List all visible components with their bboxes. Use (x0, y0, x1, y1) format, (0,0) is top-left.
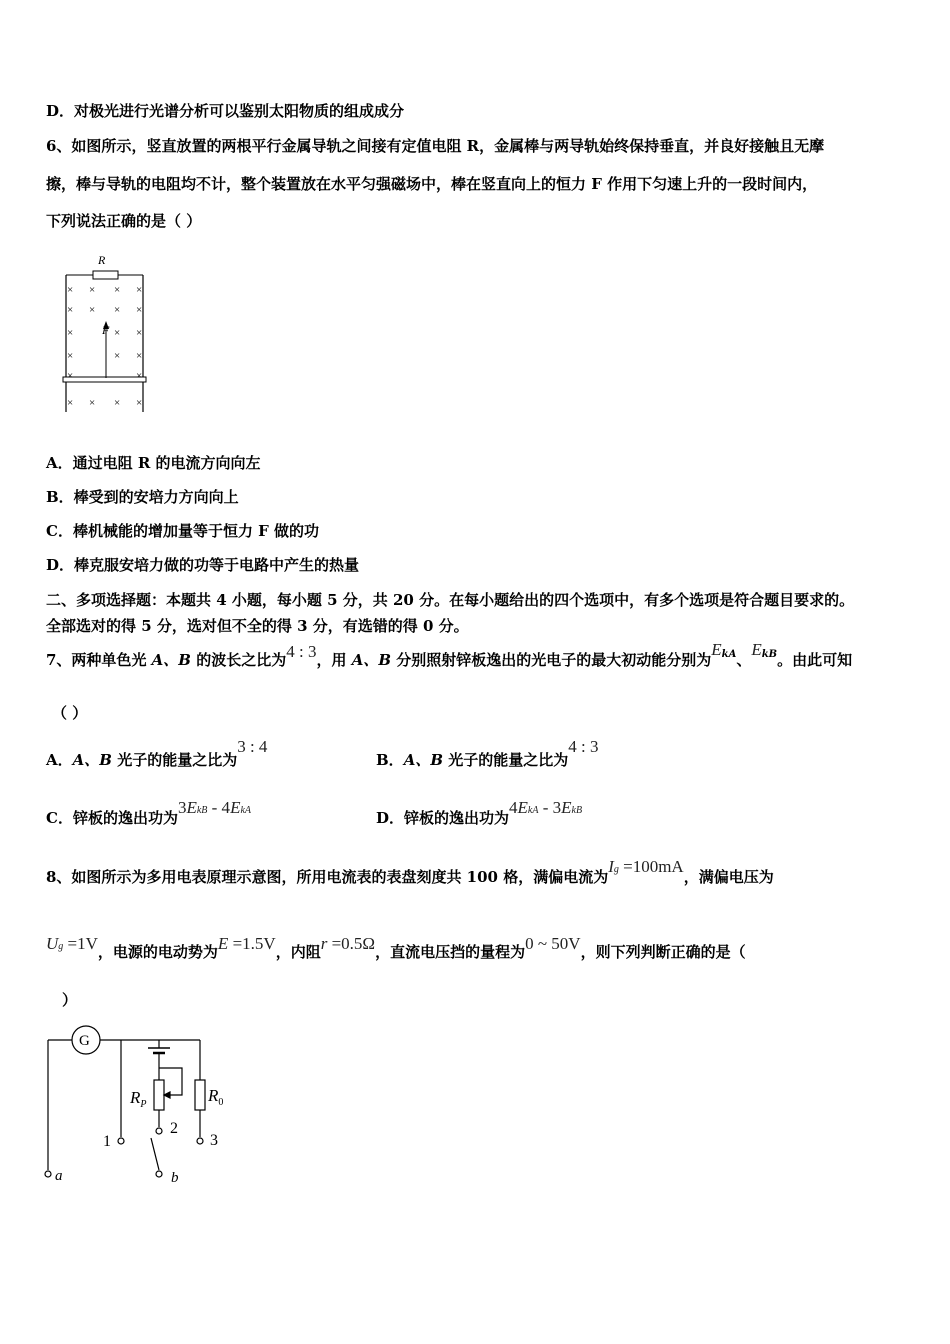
q8-stem-line-2: Ug =1V，电源的电动势为E =1.5V，内阻r =0.5Ω，直流电压挡的量程为0 ~ 50V，则下列判断正确的是（ (46, 934, 746, 961)
q7-ratio: 4 : 3 (286, 642, 317, 661)
field-cross: × (114, 284, 121, 296)
q7-option-c: C．锌板的逸出功为3EkB - 4EkA (46, 798, 251, 827)
field-cross: × (136, 397, 143, 409)
q8-stem-close: ） (62, 991, 78, 1009)
q6-stem-line-3: 下列说法正确的是（ ） (46, 212, 202, 230)
terminal-2-label: 2 (170, 1120, 178, 1137)
terminal-3-label: 3 (210, 1132, 218, 1149)
q6-label-r: R (98, 253, 106, 267)
field-cross: × (136, 327, 143, 339)
q7-answer-paren: （ ） (52, 704, 88, 722)
rp-label: $R_P$ (130, 1088, 147, 1110)
field-cross: × (67, 350, 74, 362)
q7-option-d: D．锌板的逸出功为4EkA - 3EkB (376, 798, 583, 827)
q5-option-d: D．对极光进行光谱分析可以鉴别太阳物质的组成成分 (46, 102, 405, 120)
q7-stem: 7、两种单色光 A、B 的波长之比为4 : 3，用 A、B 分别照射锌板逸出的光电子的最大初动能分别为$E^{kA}$、$E^{kB}$。由此可知 (46, 640, 853, 669)
q6-option-a: A．通过电阻 R 的电流方向向左 (46, 454, 261, 472)
r0-label: $R_0$ (208, 1086, 224, 1108)
section2-heading-line-2: 全部选对的得 5 分，选对但不全的得 3 分，有选错的得 0 分。 (46, 617, 469, 635)
q6-option-b: B．棒受到的安培力方向向上 (46, 488, 239, 506)
q6-stem-line-1: 6、如图所示，竖直放置的两根平行金属导轨之间接有定值电阻 R，金属棒与两导轨始终保持垂直，并良好接触且无摩 (46, 137, 825, 155)
terminal-a-label: a (55, 1168, 63, 1184)
resistor-r0 (195, 1080, 205, 1110)
field-cross: × (114, 350, 121, 362)
q8-stem-line-1: 8、如图所示为多用电表原理示意图，所用电流表的表盘刻度共 100 格，满偏电流为Ig =100mA，满偏电压为 (46, 857, 774, 886)
q7-option-b: B．A、B 光子的能量之比为4 : 3 (376, 737, 599, 769)
selector-switch (151, 1138, 159, 1170)
field-cross: × (67, 304, 74, 316)
field-cross: × (114, 327, 121, 339)
field-cross: × (114, 397, 121, 409)
terminal-1-label: 1 (103, 1133, 111, 1150)
field-cross: × (136, 350, 143, 362)
galvanometer-label: G (79, 1033, 90, 1049)
q6-stem-line-2: 擦，棒与导轨的电阻均不计，整个装置放在水平匀强磁场中，棒在竖直向上的恒力 F 作用下匀速上升的一段时间内， (46, 175, 818, 193)
field-cross: × (114, 304, 121, 316)
field-cross: × (67, 284, 74, 296)
field-cross: × (67, 327, 74, 339)
rheostat-rp (154, 1080, 164, 1110)
q6-option-c: C．棒机械能的增加量等于恒力 F 做的功 (46, 522, 320, 540)
field-cross: × (89, 397, 96, 409)
field-cross: × (89, 304, 96, 316)
field-cross: × (67, 370, 74, 382)
q6-option-d: D．棒克服安培力做的功等于电路中产生的热量 (46, 556, 360, 574)
q7-option-a: A．A、B 光子的能量之比为3 : 4 (46, 737, 268, 769)
field-cross: × (67, 397, 74, 409)
section2-heading-line-1: 二、多项选择题：本题共 4 小题，每小题 5 分，共 20 分。在每小题给出的四个选项中，有多个选项是符合题目要求的。 (46, 591, 855, 609)
field-cross: × (136, 370, 143, 382)
field-cross: × (136, 284, 143, 296)
field-cross: × (89, 284, 96, 296)
field-cross: × (136, 304, 143, 316)
q6-label-f: F (102, 323, 110, 337)
terminal-b-label: b (171, 1170, 179, 1186)
